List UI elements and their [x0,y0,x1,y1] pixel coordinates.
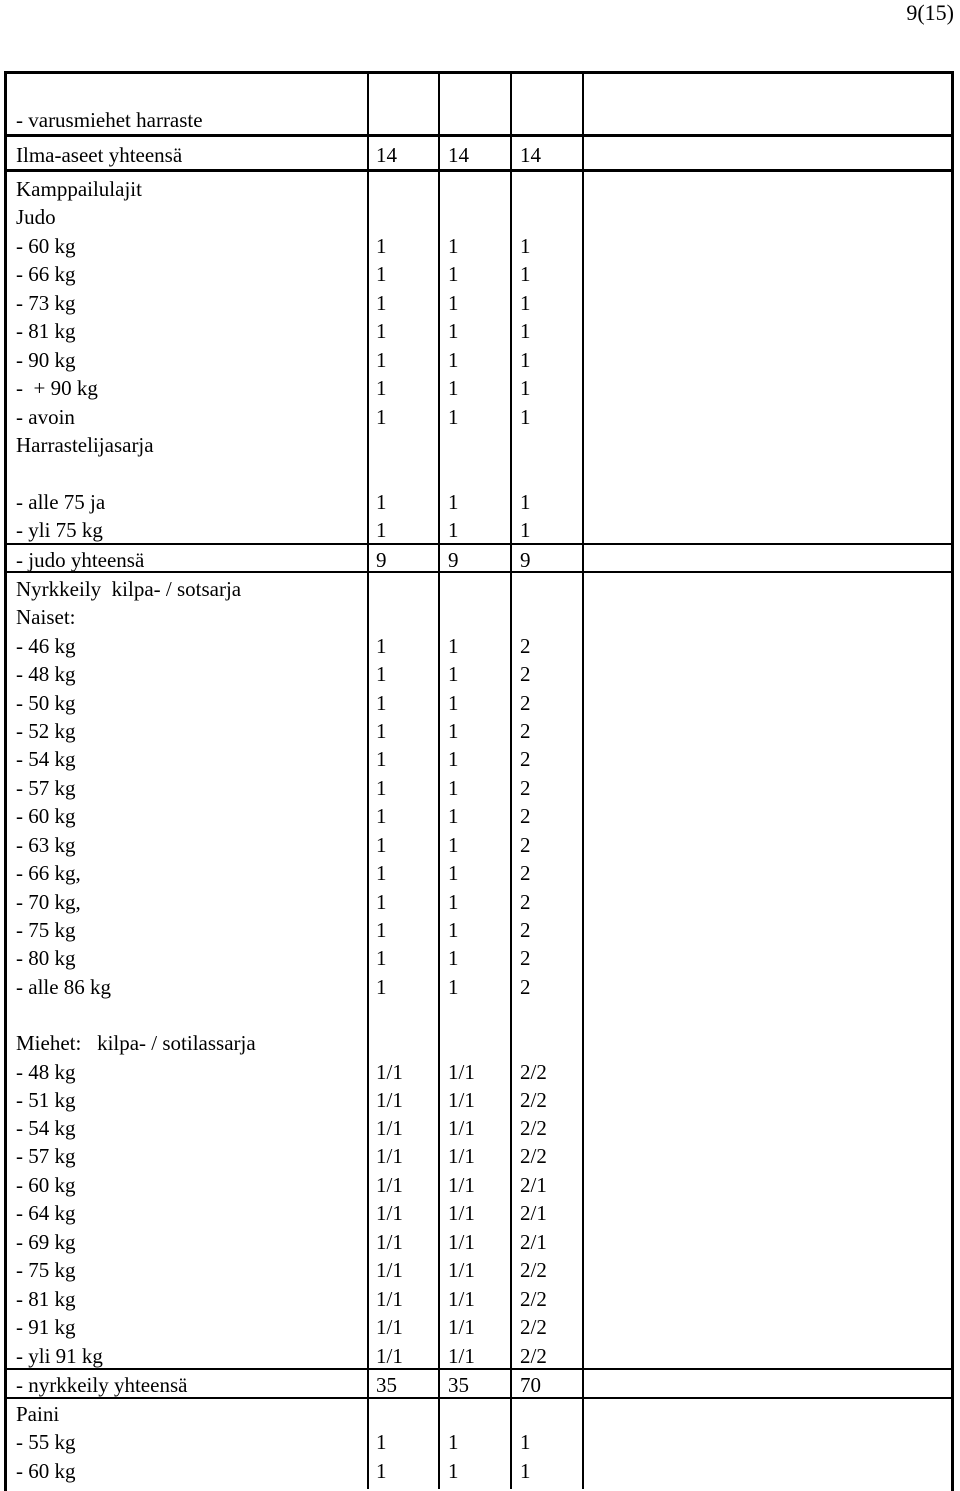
row-value-2: 1 [448,691,459,715]
row-value-1: 1 [376,1459,387,1483]
row-value-1: 1 [376,719,387,743]
row-value-1: 1 [376,946,387,970]
row-value-2: 1/1 [448,1201,475,1225]
table-row [0,973,960,1001]
row-value-2: 1/1 [448,1116,475,1140]
row-value-3: 2/2 [520,1144,547,1168]
table-row [0,1371,960,1399]
row-label: - 66 kg, [16,861,81,885]
row-value-3: 2 [520,747,531,771]
row-value-2: 1 [448,490,459,514]
row-value-1: 1 [376,804,387,828]
row-label: - avoin [16,405,75,429]
row-label: - 52 kg [16,719,76,743]
table-row [0,346,960,374]
row-value-2: 1/1 [448,1144,475,1168]
row-value-2: 1/1 [448,1088,475,1112]
table-row [0,1342,960,1370]
row-label: - 60 kg [16,1459,76,1483]
row-value-3: 2 [520,861,531,885]
row-label: - 51 kg [16,1088,76,1112]
row-value-2: 1 [448,804,459,828]
table-row [0,745,960,773]
row-value-2: 1 [448,291,459,315]
table-row [0,1228,960,1256]
row-label: - 60 kg [16,1173,76,1197]
row-value-1: 1 [376,405,387,429]
row-value-1: 1 [376,747,387,771]
table-row [0,916,960,944]
row-label: - 54 kg [16,747,76,771]
row-label: - 73 kg [16,291,76,315]
row-label: Paini [16,1402,60,1426]
row-value-1: 1 [376,833,387,857]
table-row [0,1114,960,1142]
row-value-3: 1 [520,490,531,514]
row-value-2: 1 [448,262,459,286]
row-value-3: 70 [520,1373,541,1397]
row-label: - 50 kg [16,691,76,715]
row-label: - 69 kg [16,1230,76,1254]
row-label: - 60 kg [16,234,76,258]
table-row [0,888,960,916]
row-value-3: 1 [520,262,531,286]
row-value-2: 14 [448,143,469,167]
row-divider [7,169,953,172]
row-value-1: 9 [376,548,387,572]
table-row [0,1029,960,1057]
row-value-2: 1/1 [448,1230,475,1254]
row-label: Judo [16,205,56,229]
row-label: - alle 86 kg [16,975,112,999]
row-label: - 70 kg, [16,890,81,914]
row-value-2: 1 [448,348,459,372]
row-value-3: 1 [520,518,531,542]
row-value-3: 2 [520,804,531,828]
row-value-1: 1 [376,1430,387,1454]
row-value-2: 1 [448,861,459,885]
table-row [0,175,960,203]
row-value-2: 1/1 [448,1315,475,1339]
row-label: - 81 kg [16,319,76,343]
row-label: - yli 91 kg [16,1344,103,1368]
row-value-1: 14 [376,143,397,167]
row-value-2: 1 [448,518,459,542]
table-row [0,317,960,345]
row-label: - 90 kg [16,348,76,372]
row-label: - 75 kg [16,918,76,942]
row-value-1: 1/1 [376,1230,403,1254]
table-row [0,774,960,802]
row-label: - judo yhteensä [16,548,145,572]
table-row [0,1400,960,1428]
row-value-1: 1/1 [376,1116,403,1140]
table-row [0,603,960,631]
row-value-3: 2/2 [520,1258,547,1282]
table-row [0,660,960,688]
row-value-2: 1 [448,405,459,429]
row-value-2: 1 [448,776,459,800]
row-value-2: 1 [448,634,459,658]
row-value-2: 1/1 [448,1173,475,1197]
row-value-1: 1/1 [376,1173,403,1197]
table-row [0,1142,960,1170]
row-label: - 48 kg [16,1060,76,1084]
row-value-1: 1 [376,319,387,343]
row-value-2: 1 [448,975,459,999]
row-value-3: 1 [520,234,531,258]
row-value-3: 1 [520,348,531,372]
table-row [0,403,960,431]
row-value-1: 1 [376,890,387,914]
table-row [0,516,960,544]
row-value-1: 1 [376,490,387,514]
row-label: Kamppailulajit [16,177,142,201]
row-value-3: 9 [520,548,531,572]
table-row [0,802,960,830]
row-divider [7,134,953,137]
row-value-3: 2/2 [520,1344,547,1368]
table-row [0,106,960,134]
table-row [0,1058,960,1086]
row-value-3: 2 [520,719,531,743]
row-label: - 48 kg [16,662,76,686]
row-value-3: 2/1 [520,1201,547,1225]
table-row [0,859,960,887]
row-value-1: 35 [376,1373,397,1397]
row-value-1: 1 [376,376,387,400]
row-value-2: 1/1 [448,1258,475,1282]
row-value-3: 1 [520,376,531,400]
row-label: - 57 kg [16,1144,76,1168]
table-row [0,689,960,717]
row-value-3: 1 [520,1459,531,1483]
row-value-3: 2/1 [520,1230,547,1254]
row-value-1: 1/1 [376,1287,403,1311]
row-value-2: 35 [448,1373,469,1397]
row-value-2: 1 [448,662,459,686]
row-value-3: 1 [520,405,531,429]
table-row [0,1086,960,1114]
row-label: - 91 kg [16,1315,76,1339]
row-value-2: 1/1 [448,1287,475,1311]
table-row [0,374,960,402]
row-value-1: 1/1 [376,1344,403,1368]
page-number: 9(15) [906,0,954,25]
table-row [0,1171,960,1199]
row-value-1: 1/1 [376,1201,403,1225]
row-value-2: 1 [448,918,459,942]
table-row [0,1256,960,1284]
row-value-1: 1/1 [376,1315,403,1339]
row-value-1: 1/1 [376,1258,403,1282]
row-value-3: 2/2 [520,1287,547,1311]
row-value-3: 2 [520,833,531,857]
row-label: - 46 kg [16,634,76,658]
table-row [0,1313,960,1341]
row-label: - 54 kg [16,1116,76,1140]
table-row [0,141,960,169]
row-label: - 63 kg [16,833,76,857]
table-row [0,944,960,972]
table-row [0,488,960,516]
row-value-2: 1 [448,1430,459,1454]
table-row [0,289,960,317]
row-label: - 66 kg [16,262,76,286]
row-label: - 60 kg [16,804,76,828]
row-value-2: 9 [448,548,459,572]
row-value-1: 1 [376,776,387,800]
row-value-3: 2/2 [520,1088,547,1112]
row-value-3: 2 [520,890,531,914]
row-value-3: 2 [520,975,531,999]
row-value-2: 1 [448,833,459,857]
row-value-1: 1 [376,234,387,258]
row-value-3: 1 [520,291,531,315]
row-value-3: 2/2 [520,1060,547,1084]
table-row [0,831,960,859]
row-value-3: 2 [520,918,531,942]
table-row [0,1285,960,1313]
row-value-1: 1/1 [376,1144,403,1168]
table-row [0,546,960,574]
row-value-2: 1 [448,946,459,970]
table-row [0,632,960,660]
row-value-3: 2 [520,662,531,686]
row-label: Harrastelijasarja [16,433,154,457]
row-label: - 75 kg [16,1258,76,1282]
row-value-2: 1/1 [448,1060,475,1084]
row-value-2: 1 [448,376,459,400]
table-row [0,431,960,459]
row-value-3: 2 [520,946,531,970]
row-value-3: 1 [520,319,531,343]
table-row [0,203,960,231]
row-value-3: 2 [520,691,531,715]
row-value-1: 1 [376,348,387,372]
row-value-3: 2/1 [520,1173,547,1197]
row-value-1: 1 [376,634,387,658]
row-label: - 80 kg [16,946,76,970]
row-value-3: 2 [520,776,531,800]
row-label: - alle 75 ja [16,490,106,514]
table-row [0,260,960,288]
row-label: - yli 75 kg [16,518,103,542]
row-label: - 64 kg [16,1201,76,1225]
row-value-1: 1/1 [376,1060,403,1084]
row-label: Nyrkkeily kilpa- / sotsarja [16,577,242,601]
table-row [0,1457,960,1485]
row-value-3: 14 [520,143,541,167]
table-row [0,575,960,603]
row-value-1: 1 [376,291,387,315]
row-value-2: 1/1 [448,1344,475,1368]
row-label: Miehet: kilpa- / sotilassarja [16,1031,256,1055]
row-value-3: 2/2 [520,1315,547,1339]
row-value-2: 1 [448,719,459,743]
table-row [0,232,960,260]
row-value-1: 1 [376,662,387,686]
table-row [0,1428,960,1456]
row-value-1: 1 [376,918,387,942]
row-label: - 55 kg [16,1430,76,1454]
row-value-3: 1 [520,1430,531,1454]
row-value-1: 1/1 [376,1088,403,1112]
row-value-2: 1 [448,747,459,771]
row-label: - varusmiehet harraste [16,108,203,132]
row-value-1: 1 [376,518,387,542]
row-label: - 57 kg [16,776,76,800]
row-label: Ilma-aseet yhteensä [16,143,183,167]
row-label: - nyrkkeily yhteensä [16,1373,188,1397]
row-value-1: 1 [376,691,387,715]
row-label: Naiset: [16,605,76,629]
table-row [0,717,960,745]
row-value-1: 1 [376,262,387,286]
row-value-2: 1 [448,1459,459,1483]
row-label: - + 90 kg [16,376,98,400]
row-value-1: 1 [376,861,387,885]
row-value-1: 1 [376,975,387,999]
row-value-2: 1 [448,890,459,914]
row-value-2: 1 [448,234,459,258]
row-value-2: 1 [448,319,459,343]
row-value-3: 2 [520,634,531,658]
table-row [0,1199,960,1227]
row-label: - 81 kg [16,1287,76,1311]
row-value-3: 2/2 [520,1116,547,1140]
